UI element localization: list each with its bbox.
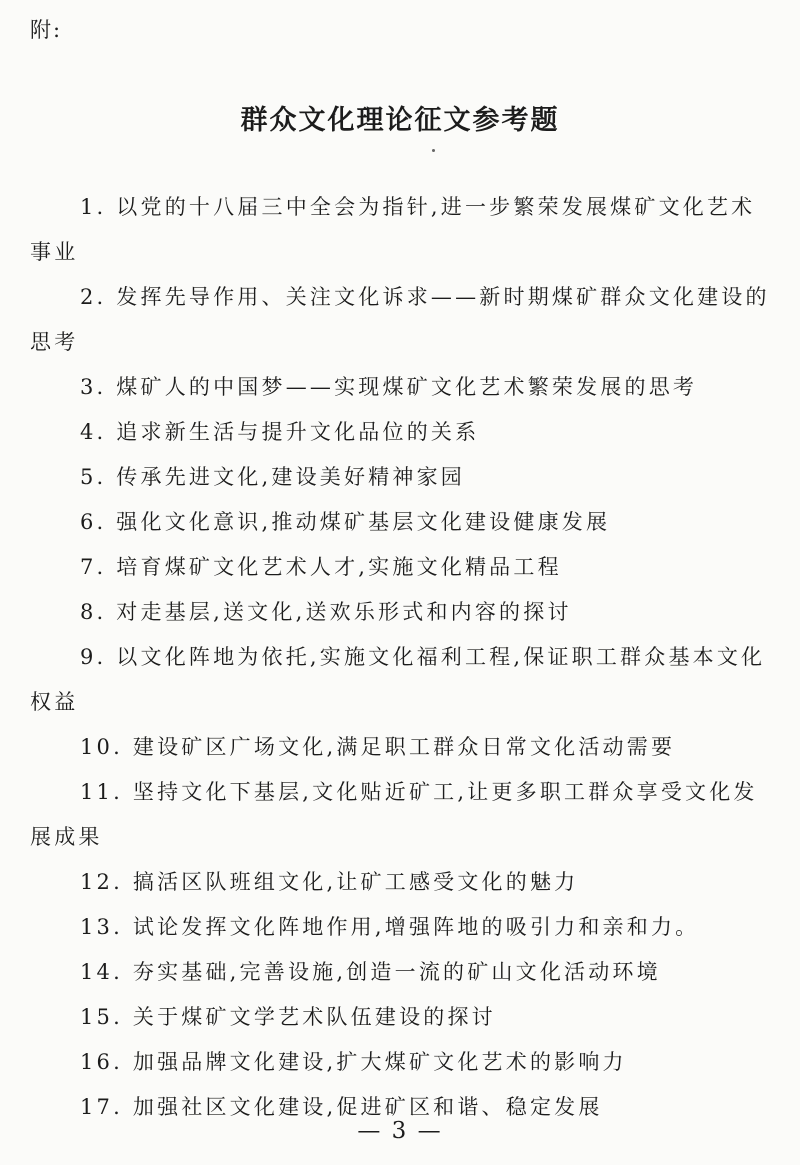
topic-item: 10. 建设矿区广场文化,满足职工群众日常文化活动需要 <box>80 735 676 759</box>
dot-mark <box>432 149 435 152</box>
topic-item: 3. 煤矿人的中国梦——实现煤矿文化艺术繁荣发展的思考 <box>80 375 698 399</box>
topic-item: 6. 强化文化意识,推动煤矿基层文化建设健康发展 <box>80 510 611 534</box>
topic-item: 2. 发挥先导作用、关注文化诉求——新时期煤矿群众文化建设的思考 <box>30 285 770 354</box>
topic-item: 11. 坚持文化下基层,文化贴近矿工,让更多职工群众享受文化发展成果 <box>30 780 758 849</box>
topic-item: 8. 对走基层,送文化,送欢乐形式和内容的探讨 <box>80 600 572 624</box>
topic-item: 17. 加强社区文化建设,促进矿区和谐、稳定发展 <box>80 1095 603 1119</box>
topic-item: 13. 试论发挥文化阵地作用,增强阵地的吸引力和亲和力。 <box>80 915 700 939</box>
topic-item: 9. 以文化阵地为依托,实施文化福利工程,保证职工群众基本文化权益 <box>30 645 766 714</box>
topic-item: 15. 关于煤矿文学艺术队伍建设的探讨 <box>80 1005 496 1029</box>
page-number: — 3 — <box>357 1118 443 1144</box>
topic-item: 1. 以党的十八届三中全会为指针,进一步繁荣发展煤矿文化艺术事业 <box>30 195 756 264</box>
document-title: 群众文化理论征文参考题 <box>240 105 560 136</box>
attachment-label: 附: <box>30 18 63 42</box>
topic-list <box>30 185 775 1130</box>
topic-item: 4. 追求新生活与提升文化品位的关系 <box>80 420 480 444</box>
topic-item: 7. 培育煤矿文化艺术人才,实施文化精品工程 <box>80 555 562 579</box>
topic-item: 12. 搞活区队班组文化,让矿工感受文化的魅力 <box>80 870 579 894</box>
topic-item: 16. 加强品牌文化建设,扩大煤矿文化艺术的影响力 <box>80 1050 627 1074</box>
topic-item: 5. 传承先进文化,建设美好精神家园 <box>80 465 465 489</box>
topic-item: 14. 夯实基础,完善设施,创造一流的矿山文化活动环境 <box>80 960 661 984</box>
